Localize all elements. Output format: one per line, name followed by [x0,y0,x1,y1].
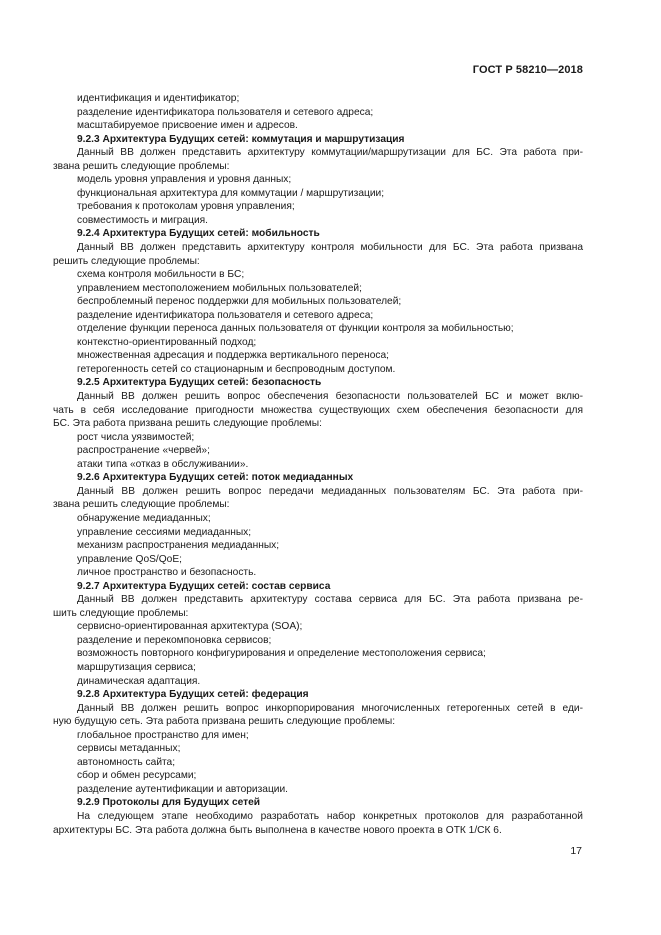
list-item: управление сессиями медиаданных; [77,526,252,538]
paragraph-line: На следующем этапе необходимо разработать набор конкретных протоколов для разработанной [77,810,583,822]
paragraph-continuation: чать в себя исследование пригодности множества существующих схем обеспечения безопасности для [53,404,583,416]
list-item: атаки типа «отказ в обслуживании». [77,458,249,470]
list-item: масштабируемое присвоение имен и адресов. [77,120,298,132]
standard-designation: ГОСТ Р 58210—2018 [472,64,583,76]
list-item: обнаружение медиаданных; [77,512,211,524]
list-item: возможность повторного конфигурирования и определение местоположения сервиса; [77,648,486,660]
section-heading: 9.2.9 Протоколы для Будущих сетей [77,797,261,809]
section-heading: 9.2.5 Архитектура Будущих сетей: безопасность [77,377,322,389]
section-heading: 9.2.7 Архитектура Будущих сетей: состав сервиса [77,580,331,592]
list-item: сбор и обмен ресурсами; [77,770,197,782]
list-item: глобальное пространство для имен; [77,729,249,741]
paragraph-line: Данный ВВ должен представить архитектуру состава сервиса для БС. Эта работа призвана ре- [77,594,583,606]
list-item: совместимость и миграция. [77,214,208,226]
page-number: 17 [570,845,582,857]
paragraph-line: Данный ВВ должен представить архитектуру контроля мобильности для БС. Эта работа призвана [77,242,583,254]
list-item: требования к протоколам уровня управления; [77,201,295,213]
list-item: контекстно-ориентированный подход; [77,336,257,348]
list-item: гетерогенность сетей со стационарным и беспроводным доступом. [77,363,396,375]
list-item: управление QoS/QoE; [77,553,182,565]
section-heading: 9.2.4 Архитектура Будущих сетей: мобильность [77,228,320,240]
list-item: сервисы метаданных; [77,743,181,755]
paragraph-continuation: архитектуры БС. Эта работа должна быть выполнена в качестве нового проекта в ОТК 1/СК 6. [53,824,502,836]
paragraph-continuation: БС. Эта работа призвана решить следующие проблемы: [53,418,322,430]
paragraph-continuation: звана решить следующие проблемы: [53,499,230,511]
paragraph-line: Данный ВВ должен представить архитектуру коммутации/маршрутизации для БС. Эта работа при- [77,147,583,159]
paragraph-line: Данный ВВ должен решить вопрос инкорпорирования многочисленных гетерогенных сетей в еди- [77,702,583,714]
list-item: множественная адресация и поддержка вертикального переноса; [77,350,389,362]
list-item: разделение идентификатора пользователя и сетевого адреса; [77,106,374,118]
list-item: разделение аутентификации и авторизации. [77,783,289,795]
list-item: модель уровня управления и уровня данных; [77,174,292,186]
list-item: идентификация и идентификатор; [77,93,240,104]
paragraph-continuation: решить следующие проблемы: [53,255,200,267]
section-heading: 9.2.6 Архитектура Будущих сетей: поток медиаданных [77,472,354,484]
document-body [53,92,583,837]
list-item: рост числа уязвимостей; [77,431,195,443]
list-item: беспроблемный перенос поддержки для мобильных пользователей; [77,296,402,308]
list-item: автономность сайта; [77,756,176,768]
list-item: управлением местоположением мобильных пользователей; [77,282,362,294]
section-heading: 9.2.8 Архитектура Будущих сетей: федерация [77,689,309,701]
list-item: распространение «червей»; [77,445,210,457]
list-item: отделение функции переноса данных пользователя от функции контроля за мобильностью; [77,323,514,335]
list-item: функциональная архитектура для коммутации / маршрутизации; [77,187,385,199]
paragraph-line: Данный ВВ должен решить вопрос передачи медиаданных пользователям БС. Эта работа при- [77,485,583,497]
paragraph-line: Данный ВВ должен решить вопрос обеспечения безопасности пользователей БС и может вклю- [77,391,583,403]
list-item: сервисно-ориентированная архитектура (SOA); [77,621,303,633]
paragraph-continuation: ную будущую сеть. Эта работа призвана решить следующие проблемы: [53,716,396,728]
list-item: динамическая адаптация. [77,675,201,687]
list-item: личное пространство и безопасность. [77,567,257,579]
list-item: разделение идентификатора пользователя и сетевого адреса; [77,309,374,321]
list-item: маршрутизация сервиса; [77,661,196,673]
paragraph-continuation: звана решить следующие проблемы: [53,160,230,172]
list-item: схема контроля мобильности в БС; [77,269,245,281]
paragraph-continuation: шить следующие проблемы: [53,607,189,619]
list-item: разделение и перекомпоновка сервисов; [77,634,272,646]
list-item: механизм распространения медиаданных; [77,540,280,552]
section-heading: 9.2.3 Архитектура Будущих сетей: коммутация и маршрутизация [77,133,405,145]
